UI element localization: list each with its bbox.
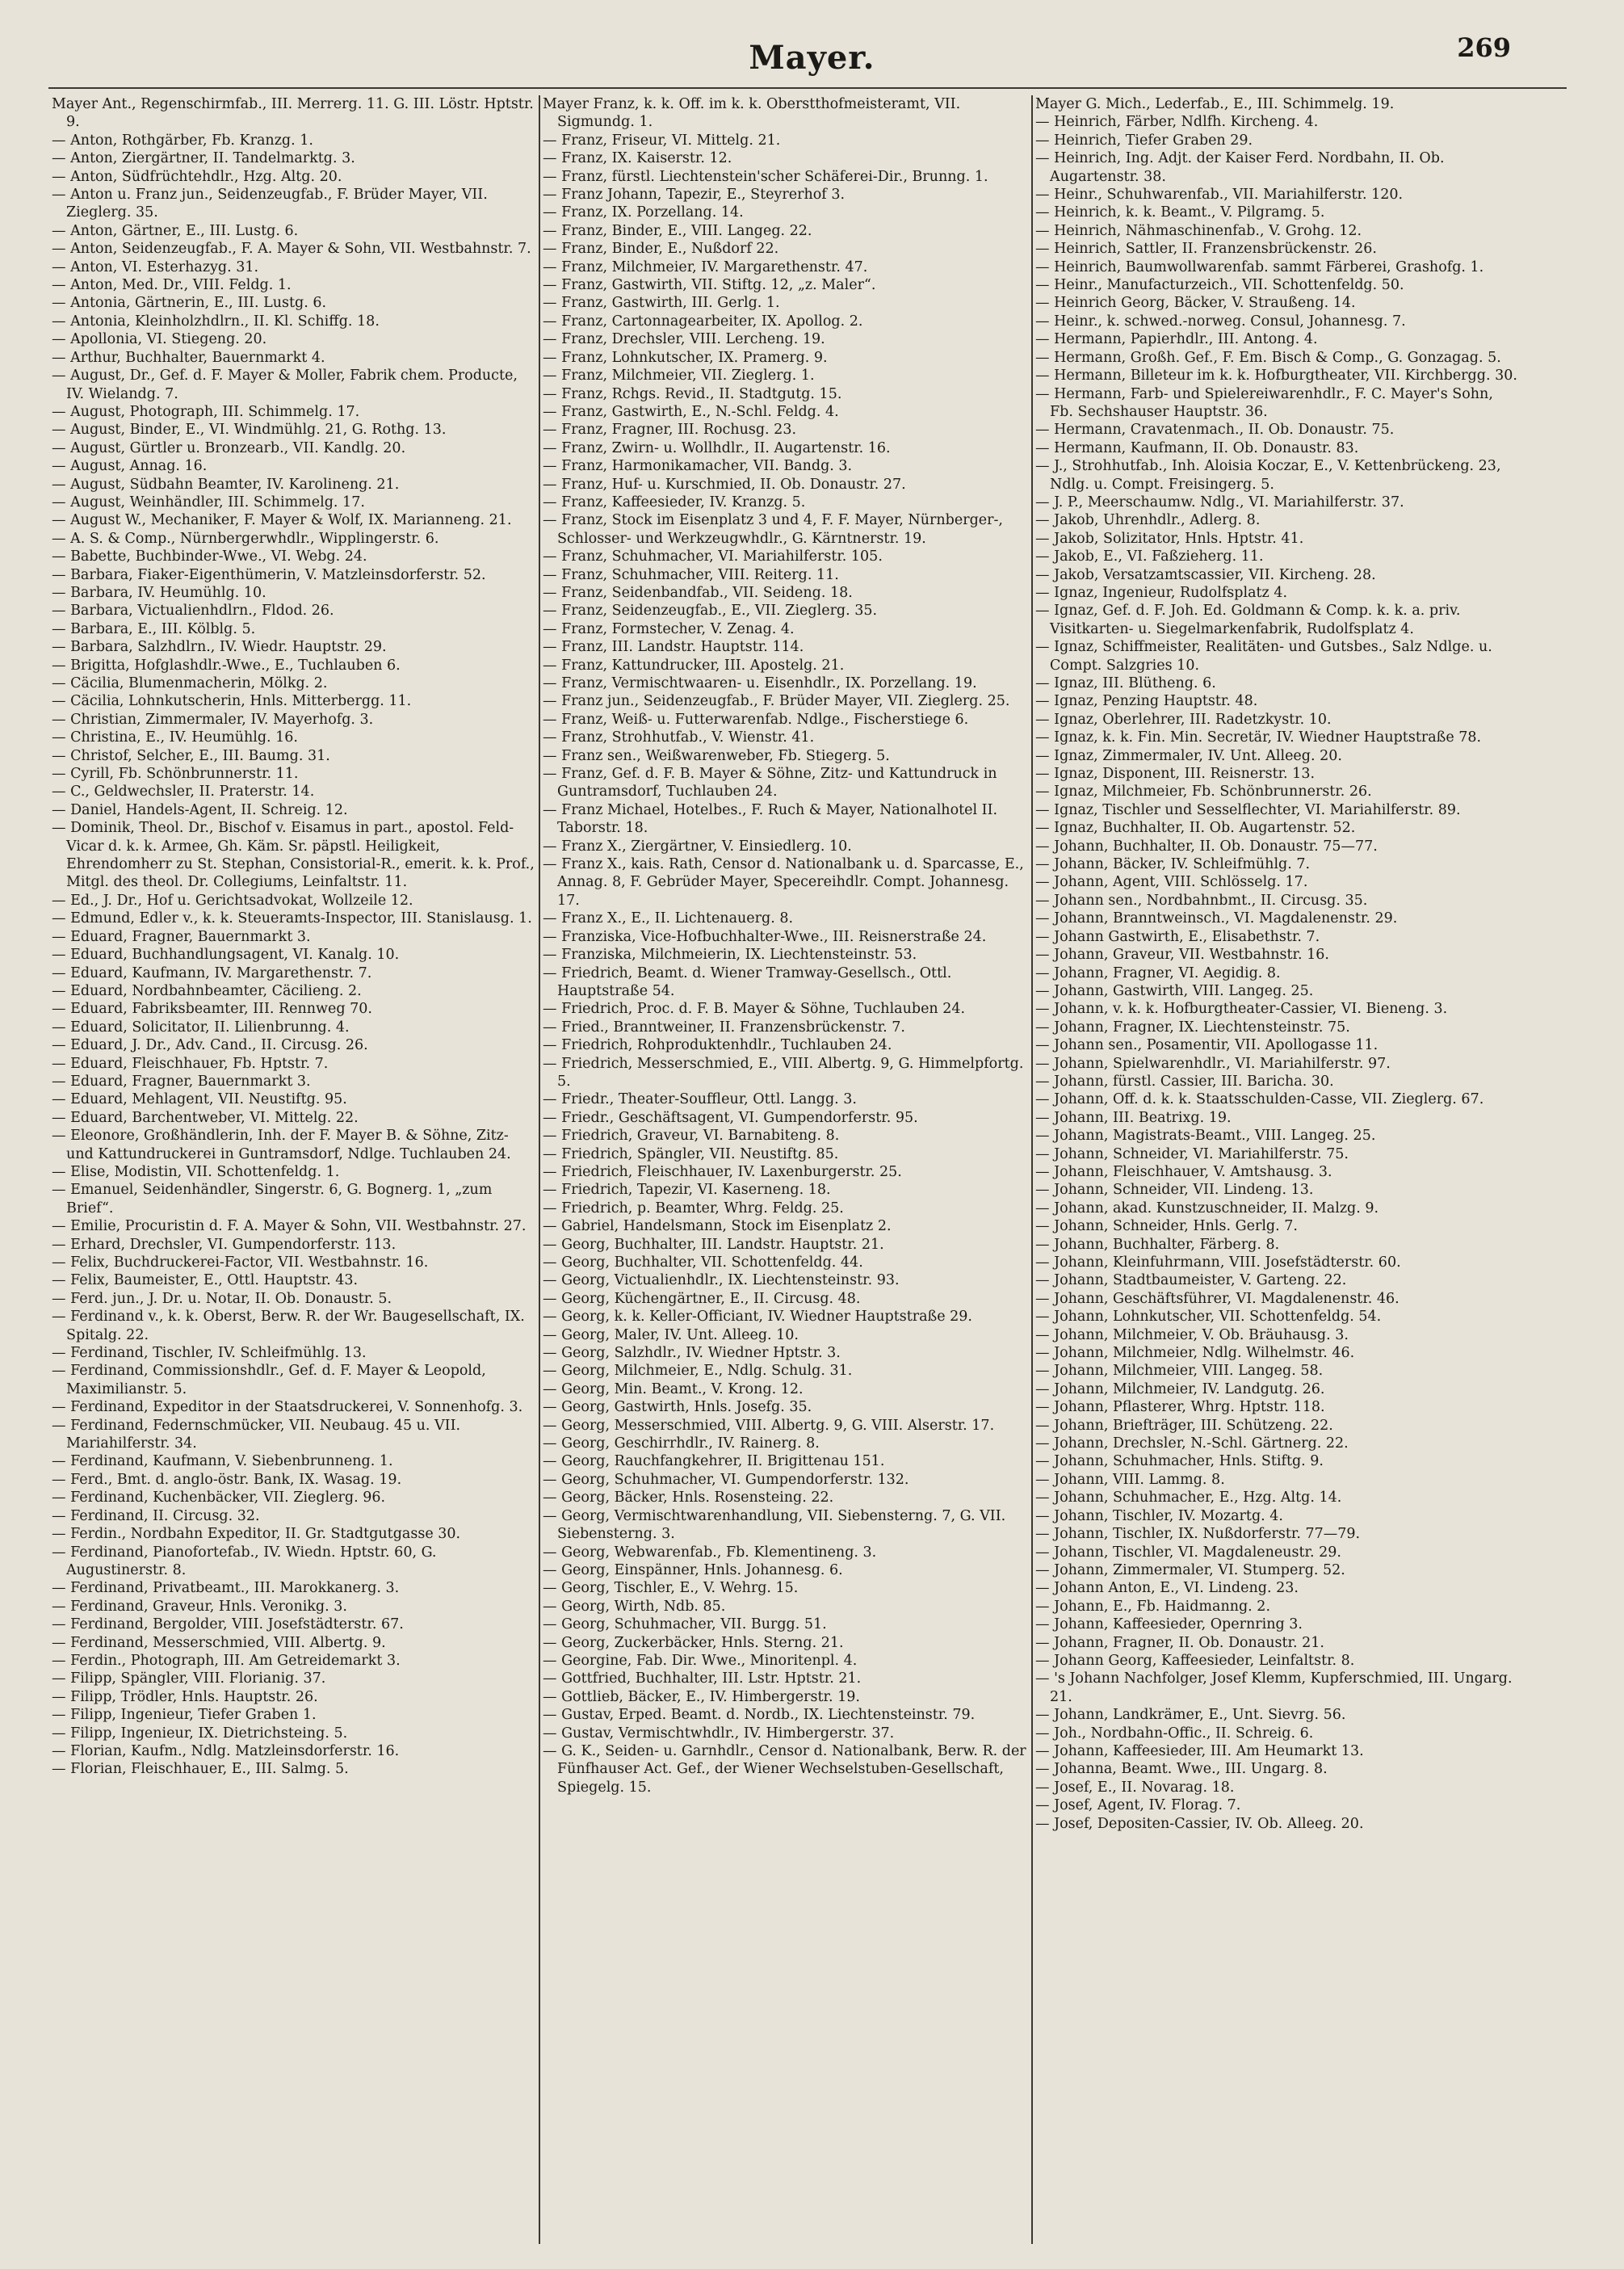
directory-entry: — Arthur, Buchhalter, Bauernmarkt 4.: [52, 349, 325, 366]
directory-entry: — Eduard, Fragner, Bauernmarkt 3.: [52, 928, 311, 945]
directory-entry: — Ignaz, Tischler und Sesselflechter, VI. Mariahilferstr. 89.: [1035, 801, 1461, 818]
directory-entry: — Ferdinand, Pianofortefab., IV. Wiedn. Hptstr. 60, G. Augustinerstr. 8.: [52, 1544, 437, 1578]
directory-entry: — Johann, Buchhalter, II. Ob. Donaustr. 75—77.: [1035, 838, 1378, 855]
directory-entry: — Franz, Gastwirth, E., N.-Schl. Feldg. 4.: [543, 403, 839, 420]
directory-entry: — Georg, Webwarenfab., Fb. Klementineng. 3.: [543, 1544, 877, 1561]
directory-entry: — Johann, III. Beatrixg. 19.: [1035, 1109, 1232, 1126]
directory-entry: — Georg, Tischler, E., V. Wehrg. 15.: [543, 1580, 799, 1597]
directory-entry: — Franz, Kaffeesieder, IV. Kranzg. 5.: [543, 494, 806, 511]
directory-entry: — Georg, Messerschmied, VIII. Albertg. 9, G. VIII. Alserstr. 17.: [543, 1417, 995, 1434]
directory-entry: — Franz, IX. Porzellang. 14.: [543, 204, 744, 221]
directory-entry: — Georg, Geschirrhdlr., IV. Rainerg. 8.: [543, 1435, 820, 1452]
directory-entry: — Anton, VI. Esterhazyg. 31.: [52, 258, 259, 275]
directory-entry: — Johann, Briefträger, III. Schützeng. 22.: [1035, 1417, 1333, 1434]
directory-entry: — Franz Michael, Hotelbes., F. Ruch & Mayer, Nationalhotel II. Taborstr. 18.: [543, 801, 998, 837]
directory-entry: — Franz, Milchmeier, IV. Margarethenstr. 47.: [543, 258, 868, 275]
directory-entry: — Barbara, IV. Heumühlg. 10.: [52, 584, 266, 601]
directory-entry: — Cäcilia, Blumenmacherin, Mölkg. 2.: [52, 675, 328, 691]
directory-entry: — Ferdinand, Commissionshdlr., Gef. d. F. Mayer & Leopold, Maximilianstr. 5.: [52, 1363, 486, 1397]
directory-entry: — Franz, fürstl. Liechtenstein'scher Schäferei-Dir., Brunng. 1.: [543, 168, 988, 185]
directory-entry: — Ferdinand, Tischler, IV. Schleifmühlg. 13.: [52, 1345, 367, 1362]
directory-entry: — Franz, Milchmeier, VII. Zieglerg. 1.: [543, 368, 815, 384]
directory-entry: — Johann, E., Fb. Haidmanng. 2.: [1035, 1598, 1271, 1615]
directory-entry: — Friedrich, Beamt. d. Wiener Tramway-Gesellsch., Ottl. Hauptstraße 54.: [543, 964, 952, 999]
page-header: [0, 24, 1624, 81]
column-divider: [539, 95, 540, 2244]
directory-entry: — Johann, Lohnkutscher, VII. Schottenfeldg. 54.: [1035, 1309, 1382, 1326]
directory-entry: — Johann, Landkrämer, E., Unt. Sievrg. 56.: [1035, 1707, 1346, 1724]
directory-entry: — Barbara, Victualienhdlrn., Fldod. 26.: [52, 603, 334, 620]
directory-entry: — Johann, Graveur, VII. Westbahnstr. 16.: [1035, 947, 1329, 964]
directory-entry: — Ferd. jun., J. Dr. u. Notar, II. Ob. Donaustr. 5.: [52, 1290, 392, 1307]
directory-entry: — Franz, Friseur, VI. Mittelg. 21.: [543, 132, 781, 149]
directory-entry: — Ignaz, Oberlehrer, III. Radetzkystr. 10.: [1035, 711, 1332, 728]
directory-entry: — Johann, Kleinfuhrmann, VIII. Josefstädterstr. 60.: [1035, 1254, 1401, 1271]
directory-entry: — Heinrich, Sattler, II. Franzensbrückenstr. 26.: [1035, 241, 1377, 258]
directory-entry: — Ignaz, Buchhalter, II. Ob. Augartenstr. 52.: [1035, 820, 1356, 837]
directory-entry: — Eduard, Nordbahnbeamter, Cäcilieng. 2.: [52, 982, 362, 999]
directory-entry: — Johann, Milchmeier, V. Ob. Bräuhausg. 3.: [1035, 1326, 1349, 1343]
directory-entry: — Franz, Schuhmacher, VI. Mariahilferstr. 105.: [543, 548, 883, 565]
directory-entry: — Franz, III. Landstr. Hauptstr. 114.: [543, 639, 804, 656]
directory-entry: — Johann, Gastwirth, VIII. Langeg. 25.: [1035, 982, 1314, 999]
directory-entry: — Georg, Schuhmacher, VII. Burgg. 51.: [543, 1616, 827, 1633]
directory-entry: — Johann, Buchhalter, Färberg. 8.: [1035, 1236, 1280, 1253]
directory-entry: — Felix, Buchdruckerei-Factor, VII. Westbahnstr. 16.: [52, 1254, 429, 1271]
directory-entry: — Hermann, Cravatenmach., II. Ob. Donaustr. 75.: [1035, 422, 1395, 439]
directory-entry: — 's Johann Nachfolger, Josef Klemm, Kupferschmied, III. Ungarg. 21.: [1035, 1670, 1513, 1705]
directory-entry: — Franziska, Milchmeierin, IX. Liechtensteinstr. 53.: [543, 947, 917, 964]
directory-entry: — Eduard, Solicitator, II. Lilienbrunng. 4.: [52, 1019, 350, 1036]
directory-entry: — Johann, Fragner, IX. Liechtensteinstr. 75.: [1035, 1019, 1350, 1036]
directory-entry: — Georg, k. k. Keller-Officiant, IV. Wiedner Hauptstraße 29.: [543, 1309, 972, 1326]
column-1: [52, 95, 536, 2244]
directory-entry: — Johann, Tischler, IX. Nußdorferstr. 77—79.: [1035, 1526, 1361, 1543]
directory-entry: — Apollonia, VI. Stiegeng. 20.: [52, 331, 267, 348]
directory-entry: — Jakob, Uhrenhdlr., Adlerg. 8.: [1035, 512, 1261, 529]
directory-entry: — Ignaz, Ingenieur, Rudolfsplatz 4.: [1035, 584, 1288, 601]
directory-entry: — Felix, Baumeister, E., Ottl. Hauptstr. 43.: [52, 1272, 359, 1289]
directory-entry: — Heinrich, Nähmaschinenfab., V. Grohg. 12.: [1035, 222, 1362, 239]
directory-entry: — Anton, Rothgärber, Fb. Kranzg. 1.: [52, 132, 313, 149]
directory-entry: — Franz X., Ziergärtner, V. Einsiedlerg. 10.: [543, 838, 852, 855]
directory-entry: — Ferd., Bmt. d. anglo-östr. Bank, IX. Wasag. 19.: [52, 1471, 402, 1488]
directory-entry: — August, Photograph, III. Schimmelg. 17.: [52, 403, 360, 420]
directory-entry: — J. P., Meerschaumw. Ndlg., VI. Mariahilferstr. 37.: [1035, 494, 1404, 511]
directory-entry: — Georg, Bäcker, Hnls. Rosensteing. 22.: [543, 1490, 834, 1506]
directory-entry: — Anton, Gärtner, E., III. Lustg. 6.: [52, 222, 299, 239]
directory-entry: — Georgine, Fab. Dir. Wwe., Minoritenpl. 4.: [543, 1652, 858, 1669]
directory-entry: — Johann, Schuhmacher, Hnls. Stiftg. 9.: [1035, 1453, 1324, 1470]
directory-entry: — Georg, Schuhmacher, VI. Gumpendorferstr. 132.: [543, 1471, 909, 1488]
directory-entry: — Jakob, Solizitator, Hnls. Hptstr. 41.: [1035, 530, 1304, 547]
directory-entry: — Johann, Magistrats-Beamt., VIII. Langeg. 25.: [1035, 1128, 1376, 1145]
directory-entry: — Ferdinand, Kaufmann, V. Siebenbrunneng. 1.: [52, 1453, 393, 1470]
directory-entry: — Johann, Pflasterer, Whrg. Hptstr. 118.: [1035, 1399, 1325, 1416]
directory-entry: — August, Weinhändler, III. Schimmelg. 17.: [52, 494, 365, 511]
directory-entry: — Heinrich, Tiefer Graben 29.: [1035, 132, 1253, 149]
directory-entry: — Johanna, Beamt. Wwe., III. Ungarg. 8.: [1035, 1761, 1328, 1778]
directory-entry: — Ferdinand, Bergolder, VIII. Josefstädterstr. 67.: [52, 1616, 404, 1633]
directory-entry: — Eduard, Buchhandlungsagent, VI. Kanalg. 10.: [52, 947, 400, 964]
directory-entry: — Friedrich, Fleischhauer, IV. Laxenburgerstr. 25.: [543, 1163, 902, 1180]
directory-entry: — Franz, IX. Kaiserstr. 12.: [543, 150, 732, 167]
directory-entry: — Johann, Agent, VIII. Schlösselg. 17.: [1035, 874, 1308, 891]
directory-entry: Mayer G. Mich., Lederfab., E., III. Schimmelg. 19.: [1035, 96, 1395, 112]
directory-entry: — Ignaz, Penzing Hauptstr. 48.: [1035, 693, 1258, 710]
directory-entry: — Johann, VIII. Lammg. 8.: [1035, 1471, 1225, 1488]
directory-entry: — Franz, Cartonnagearbeiter, IX. Apollog. 2.: [543, 313, 863, 330]
directory-entry: — Franz, Harmonikamacher, VII. Bandg. 3.: [543, 458, 853, 475]
directory-entry: — Johann, Zimmermaler, VI. Stumperg. 52.: [1035, 1561, 1345, 1578]
directory-entry: — Josef, Agent, IV. Florag. 7.: [1035, 1797, 1241, 1814]
directory-entry: — Johann, Tischler, IV. Mozartg. 4.: [1035, 1507, 1283, 1524]
directory-entry: — Johann, Fleischhauer, V. Amtshausg. 3.: [1035, 1163, 1332, 1180]
directory-entry: — Johann, Schneider, Hnls. Gerlg. 7.: [1035, 1218, 1298, 1235]
directory-entry: — Anton, Ziergärtner, II. Tandelmarktg. 3.: [52, 150, 355, 167]
directory-entry: — Eleonore, Großhändlerin, Inh. der F. Mayer B. & Söhne, Zitz- und Kattundruckerei in Guntramsdorf, Ndlge. Tuchlauben 24.: [52, 1128, 511, 1162]
directory-entry: — Hermann, Papierhdlr., III. Antong. 4.: [1035, 331, 1318, 348]
directory-entry: — Georg, Salzhdlr., IV. Wiedner Hptstr. 3.: [543, 1345, 841, 1362]
directory-entry: — Franz, Formstecher, V. Zenag. 4.: [543, 620, 795, 637]
directory-entry: — Joh., Nordbahn-Offic., II. Schreig. 6.: [1035, 1725, 1314, 1742]
directory-entry: — Georg, Buchhalter, III. Landstr. Hauptstr. 21.: [543, 1236, 884, 1253]
directory-entry: — Johann, Fragner, II. Ob. Donaustr. 21.: [1035, 1634, 1324, 1651]
directory-entry: — Johann, Milchmeier, Ndlg. Wilhelmstr. 46.: [1035, 1345, 1355, 1362]
directory-entry: — Eduard, Kaufmann, IV. Margarethenstr. 7.: [52, 964, 372, 981]
directory-entry: — Johann, Bäcker, IV. Schleifmühlg. 7.: [1035, 856, 1311, 873]
directory-entry: — Emilie, Procuristin d. F. A. Mayer & Sohn, VII. Westbahnstr. 27.: [52, 1218, 527, 1235]
directory-entry: — Emanuel, Seidenhändler, Singerstr. 6, G. Bognerg. 1, „zum Brief“.: [52, 1182, 493, 1216]
directory-entry: — Franz, Vermischtwaaren- u. Eisenhdlr., IX. Porzellang. 19.: [543, 675, 977, 691]
directory-entry: — Friedrich, Proc. d. F. B. Mayer & Söhne, Tuchlauben 24.: [543, 1001, 966, 1018]
directory-entry: — Friedrich, p. Beamter, Whrg. Feldg. 25.: [543, 1200, 844, 1216]
directory-entry: — Josef, E., II. Novarag. 18.: [1035, 1779, 1235, 1796]
directory-entry: — Heinrich, k. k. Beamt., V. Pilgramg. 5.: [1035, 204, 1325, 221]
directory-entry: — August, Dr., Gef. d. F. Mayer & Moller, Fabrik chem. Producte, IV. Wielandg. 7.: [52, 368, 518, 402]
directory-entry: — August, Südbahn Beamter, IV. Karolineng. 21.: [52, 476, 400, 493]
directory-entry: — Franz, Huf- u. Kurschmied, II. Ob. Donaustr. 27.: [543, 476, 906, 493]
directory-entry: — Heinr., Manufacturzeich., VII. Schottenfeldg. 50.: [1035, 277, 1404, 294]
directory-entry: — Fried., Branntweiner, II. Franzensbrückenstr. 7.: [543, 1019, 905, 1036]
directory-entry: — Georg, Gastwirth, Hnls. Josefg. 35.: [543, 1399, 812, 1416]
directory-entry: — Gustav, Vermischtwhdlr., IV. Himbergerstr. 37.: [543, 1725, 895, 1742]
directory-entry: — Ferdinand, Privatbeamt., III. Marokkanerg. 3.: [52, 1580, 400, 1597]
directory-entry: — Johann, Kaffeesieder, III. Am Heumarkt 13.: [1035, 1742, 1364, 1759]
directory-entry: — August, Annag. 16.: [52, 458, 208, 475]
directory-entry: — Johann Gastwirth, E., Elisabethstr. 7.: [1035, 928, 1320, 945]
directory-entry: — Franz, Gastwirth, VII. Stiftg. 12, „z. Maler“.: [543, 277, 876, 294]
directory-entry: — Franz, Zwirn- u. Wollhdlr., II. Augartenstr. 16.: [543, 439, 891, 456]
directory-entry: — Johann sen., Nordbahnbmt., II. Circusg. 35.: [1035, 892, 1368, 909]
directory-entry: — Johann, Stadtbaumeister, V. Garteng. 22.: [1035, 1272, 1347, 1289]
directory-entry: — Georg, Victualienhdlr., IX. Liechtensteinstr. 93.: [543, 1272, 900, 1289]
directory-entry: — Franz, Drechsler, VIII. Lercheng. 19.: [543, 331, 825, 348]
directory-entry: — Josef, Depositen-Cassier, IV. Ob. Alleeg. 20.: [1035, 1815, 1364, 1832]
directory-entry: — Johann sen., Posamentir, VII. Apollogasse 11.: [1035, 1037, 1379, 1054]
directory-entry: — Ignaz, Disponent, III. Reisnerstr. 13.: [1035, 766, 1316, 783]
directory-entry: — Johann, Schneider, VI. Mariahilferstr. 75.: [1035, 1145, 1349, 1162]
page-title: Mayer.: [749, 39, 875, 77]
directory-entry: — Heinrich Georg, Bäcker, V. Straußeng. 14.: [1035, 295, 1356, 312]
directory-entry: — Filipp, Trödler, Hnls. Hauptstr. 26.: [52, 1688, 318, 1705]
directory-entry: — Anton, Südfrüchtehdlr., Hzg. Altg. 20.: [52, 168, 342, 185]
directory-entry: — Barbara, Fiaker-Eigenthümerin, V. Matzleinsdorferstr. 52.: [52, 566, 486, 583]
directory-entry: — Franziska, Vice-Hofbuchhalter-Wwe., III. Reisnerstraße 24.: [543, 928, 987, 945]
directory-entry: — Georg, Einspänner, Hnls. Johannesg. 6.: [543, 1561, 843, 1578]
directory-entry: — Franz, Seidenbandfab., VII. Seideng. 18.: [543, 584, 853, 601]
directory-entry: — Ignaz, III. Blütheng. 6.: [1035, 675, 1216, 691]
directory-entry: — Hermann, Farb- und Spielereiwarenhdlr., F. C. Mayer's Sohn, Fb. Sechshauser Hauptstr. 36.: [1035, 385, 1493, 420]
directory-entry: — Johann, akad. Kunstzuschneider, II. Malzg. 9.: [1035, 1200, 1379, 1216]
directory-entry: — Franz, Rchgs. Revid., II. Stadtgutg. 15.: [543, 385, 842, 402]
directory-entry: — August, Gürtler u. Bronzearb., VII. Kandlg. 20.: [52, 439, 406, 456]
directory-entry: — Friedrich, Tapezir, VI. Kaserneng. 18.: [543, 1182, 831, 1199]
directory-entry: — Daniel, Handels-Agent, II. Schreig. 12.: [52, 801, 348, 818]
directory-entry: — Johann, Kaffeesieder, Opernring 3.: [1035, 1616, 1303, 1633]
directory-entry: — Franz Johann, Tapezir, E., Steyrerhof 3.: [543, 187, 846, 204]
directory-entry: — Florian, Fleischhauer, E., III. Salmg. 5.: [52, 1761, 349, 1778]
directory-entry: — Georg, Min. Beamt., V. Krong. 12.: [543, 1380, 804, 1397]
directory-entry: — Heinr., Schuhwarenfab., VII. Mariahilferstr. 120.: [1035, 187, 1404, 204]
directory-entry: — Georg, Vermischtwarenhandlung, VII. Siebensterng. 7, G. VII. Siebensterng. 3.: [543, 1507, 1006, 1543]
directory-entry: — August W., Mechaniker, F. Mayer & Wolf, IX. Marianneng. 21.: [52, 512, 512, 529]
directory-entry: — Georg, Wirth, Ndb. 85.: [543, 1598, 726, 1615]
directory-entry: — Franz jun., Seidenzeugfab., F. Brüder Mayer, VII. Zieglerg. 25.: [543, 693, 1010, 710]
directory-entry: — Franz sen., Weißwarenweber, Fb. Stiegerg. 5.: [543, 747, 890, 764]
directory-entry: — Ferdin., Photograph, III. Am Getreidemarkt 3.: [52, 1652, 401, 1669]
directory-entry: — Ferdinand v., k. k. Oberst, Berw. R. der Wr. Baugesellschaft, IX. Spitalg. 22.: [52, 1309, 525, 1343]
directory-entry: — Franz X., kais. Rath, Censor d. Nationalbank u. d. Sparcasse, E., Annag. 8, F. Gebrüder Mayer, Specereihdlr. Compt. Johannesg. 17.: [543, 856, 1024, 909]
directory-entry: — Jakob, Versatzamtscassier, VII. Kircheng. 28.: [1035, 566, 1376, 583]
directory-entry: — Friedrich, Spängler, VII. Neustiftg. 85.: [543, 1145, 839, 1162]
directory-entry: — Georg, Zuckerbäcker, Hnls. Sterng. 21.: [543, 1634, 844, 1651]
directory-entry: — Elise, Modistin, VII. Schottenfeldg. 1.: [52, 1163, 340, 1180]
directory-entry: — Christina, E., IV. Heumühlg. 16.: [52, 729, 298, 746]
directory-entry: — G. K., Seiden- u. Garnhdlr., Censor d. Nationalbank, Berw. R. der Fünfhauser Act. Gef., der Wiener Wechselstuben-Gesellschaft, Spiegelg. 15.: [543, 1742, 1026, 1796]
directory-entry: — Friedrich, Messerschmied, E., VIII. Albertg. 9, G. Himmelpfortg. 5.: [543, 1055, 1024, 1090]
directory-entry: — Franz, Kattundrucker, III. Apostelg. 21.: [543, 657, 845, 674]
directory-entry: — A. S. & Comp., Nürnbergerwhdlr., Wipplingerstr. 6.: [52, 530, 439, 547]
directory-entry: — Ignaz, Schiffmeister, Realitäten- und Gutsbes., Salz Ndlge. u. Compt. Salzgries 10.: [1035, 639, 1492, 674]
directory-entry: — Franz, Lohnkutscher, IX. Pramerg. 9.: [543, 349, 828, 366]
directory-entry: — Ignaz, Milchmeier, Fb. Schönbrunnerstr. 26.: [1035, 784, 1372, 800]
directory-entry: — Eduard, Fragner, Bauernmarkt 3.: [52, 1073, 311, 1090]
directory-entry: — Franz, Gef. d. F. B. Mayer & Söhne, Zitz- und Kattundruck in Guntramsdorf, Tuchlauben 24.: [543, 766, 997, 800]
directory-entry: — Edmund, Edler v., k. k. Steueramts-Inspector, III. Stanislausg. 1.: [52, 910, 532, 927]
directory-entry: — Jakob, E., VI. Faßzieherg. 11.: [1035, 548, 1264, 565]
directory-entry: — Ignaz, Zimmermaler, IV. Unt. Alleeg. 20.: [1035, 747, 1342, 764]
directory-entry: — Georg, Buchhalter, VII. Schottenfeldg. 44.: [543, 1254, 863, 1271]
directory-entry: — Friedrich, Rohproduktenhdlr., Tuchlauben 24.: [543, 1037, 892, 1054]
directory-entry: — Johann, fürstl. Cassier, III. Baricha. 30.: [1035, 1073, 1334, 1090]
directory-entry: — Franz, Gastwirth, III. Gerlg. 1.: [543, 295, 780, 312]
directory-entry: — Ignaz, k. k. Fin. Min. Secretär, IV. Wiedner Hauptstraße 78.: [1035, 729, 1482, 746]
directory-entry: — Eduard, Barchentweber, VI. Mittelg. 22.: [52, 1109, 359, 1126]
directory-entry: — Hermann, Kaufmann, II. Ob. Donaustr. 83.: [1035, 439, 1359, 456]
directory-entry: — Eduard, J. Dr., Adv. Cand., II. Circusg. 26.: [52, 1037, 368, 1054]
directory-entry: — Gottlieb, Bäcker, E., IV. Himbergerstr. 19.: [543, 1688, 860, 1705]
directory-entry: — Heinrich, Baumwollwarenfab. sammt Färberei, Grashofg. 1.: [1035, 258, 1484, 275]
directory-entry: Mayer Ant., Regenschirmfab., III. Merrerg. 11. G. III. Löstr. Hptstr. 9.: [52, 96, 534, 131]
directory-entry: — Cyrill, Fb. Schönbrunnerstr. 11.: [52, 766, 299, 783]
directory-entry: — Ferdinand, Kuchenbäcker, VII. Zieglerg. 96.: [52, 1490, 386, 1506]
directory-entry: — Dominik, Theol. Dr., Bischof v. Eisamus in part., apostol. Feld-Vicar d. k. k. Armee, Gh. Käm. Sr. päpstl. Heiligkeit, Ehrendomherr zu St. Stephan, Consistorial-R., emerit. k. k. Prof., Mitgl. des theol. Dr. Collegiums, Leinfaltstr. 11.: [52, 820, 535, 891]
directory-entry: — Brigitta, Hofglashdlr.-Wwe., E., Tuchlauben 6.: [52, 657, 401, 674]
directory-entry: — Johann, Schneider, VII. Lindeng. 13.: [1035, 1182, 1314, 1199]
directory-entry: — Ferdinand, II. Circusg. 32.: [52, 1507, 260, 1524]
directory-entry: — Anton, Med. Dr., VIII. Feldg. 1.: [52, 277, 292, 294]
column-divider: [1031, 95, 1033, 2244]
directory-entry: — Ed., J. Dr., Hof u. Gerichtsadvokat, Wollzeile 12.: [52, 892, 413, 909]
directory-entry: — Barbara, Salzhdlrn., IV. Wiedr. Hauptstr. 29.: [52, 639, 387, 656]
directory-entry: — Ferdinand, Expeditor in der Staatsdruckerei, V. Sonnenhofg. 3.: [52, 1399, 523, 1416]
directory-entry: — Franz, Schuhmacher, VIII. Reiterg. 11.: [543, 566, 839, 583]
directory-entry: — Johann, Milchmeier, VIII. Langeg. 58.: [1035, 1363, 1324, 1380]
directory-entry: — Johann, Schuhmacher, E., Hzg. Altg. 14.: [1035, 1490, 1342, 1506]
directory-entry: — Georg, Rauchfangkehrer, II. Brigittenau 151.: [543, 1453, 885, 1470]
directory-entry: — J., Strohhutfab., Inh. Aloisia Koczar, E., V. Kettenbrückeng. 23, Ndlg. u. Compt. Freisingerg. 5.: [1035, 458, 1501, 493]
directory-entry: — Johann, Spielwarenhdlr., VI. Mariahilferstr. 97.: [1035, 1055, 1391, 1072]
directory-entry: — Friedrich, Graveur, VI. Barnabiteng. 8.: [543, 1128, 840, 1145]
directory-entry: — Erhard, Drechsler, VI. Gumpendorferstr. 113.: [52, 1236, 397, 1253]
directory-entry: — Johann, Drechsler, N.-Schl. Gärtnerg. 22.: [1035, 1435, 1349, 1452]
column-2: [543, 95, 1027, 2244]
directory-entry: — Johann, Milchmeier, IV. Landgutg. 26.: [1035, 1380, 1325, 1397]
directory-entry: — Johann, Fragner, VI. Aegidig. 8.: [1035, 964, 1281, 981]
directory-entry: — Franz, Binder, E., VIII. Langeg. 22.: [543, 222, 812, 239]
header-rule: [48, 87, 1567, 89]
directory-entry: — Ferdinand, Messerschmied, VIII. Albertg. 9.: [52, 1634, 386, 1651]
directory-entry: — Babette, Buchbinder-Wwe., VI. Webg. 24.: [52, 548, 367, 565]
page-number: 269: [1457, 32, 1511, 63]
directory-entry: — Eduard, Mehlagent, VII. Neustiftg. 95.: [52, 1091, 347, 1108]
directory-entry: — Eduard, Fleischhauer, Fb. Hptstr. 7.: [52, 1055, 329, 1072]
directory-entry: — Christof, Selcher, E., III. Baumg. 31.: [52, 747, 330, 764]
directory-entry: — Eduard, Fabriksbeamter, III. Rennweg 70.: [52, 1001, 372, 1018]
directory-entry: — Gustav, Erped. Beamt. d. Nordb., IX. Liechtensteinstr. 79.: [543, 1707, 976, 1724]
directory-entry: — August, Binder, E., VI. Windmühlg. 21, G. Rothg. 13.: [52, 422, 447, 439]
directory-entry: — Florian, Kaufm., Ndlg. Matzleinsdorferstr. 16.: [52, 1742, 400, 1759]
directory-entry: — Franz, Strohhutfab., V. Wienstr. 41.: [543, 729, 815, 746]
directory-entry: — Barbara, E., III. Kölblg. 5.: [52, 620, 256, 637]
directory-entry: — Johann, Branntweinsch., VI. Magdalenenstr. 29.: [1035, 910, 1398, 927]
directory-entry: — Franz, Binder, E., Nußdorf 22.: [543, 241, 779, 258]
directory-entry: — Johann Georg, Kaffeesieder, Leinfaltstr. 8.: [1035, 1652, 1355, 1669]
directory-entry: — Friedr., Geschäftsagent, VI. Gumpendorferstr. 95.: [543, 1109, 918, 1126]
directory-entry: — Hermann, Billeteur im k. k. Hofburgtheater, VII. Kirchbergg. 30.: [1035, 368, 1517, 384]
directory-entry: — Franz, Stock im Eisenplatz 3 und 4, F. F. Mayer, Nürnberger-, Schlosser- und Werkzeugwhdlr., G. Kärntnerstr. 19.: [543, 512, 1003, 547]
directory-entry: — Cäcilia, Lohnkutscherin, Hnls. Mitterbergg. 11.: [52, 693, 412, 710]
directory-entry: — Ferdinand, Federnschmücker, VII. Neubaug. 45 u. VII. Mariahilferstr. 34.: [52, 1417, 461, 1452]
directory-entry: Mayer Franz, k. k. Off. im k. k. Oberstthofmeisteramt, VII. Sigmundg. 1.: [543, 96, 961, 131]
directory-entry: — Hermann, Großh. Gef., F. Em. Bisch & Comp., G. Gonzagag. 5.: [1035, 349, 1501, 366]
column-3: [1035, 95, 1520, 2244]
directory-entry: — Franz X., E., II. Lichtenauerg. 8.: [543, 910, 794, 927]
directory-entry: — Anton u. Franz jun., Seidenzeugfab., F. Brüder Mayer, VII. Zieglerg. 35.: [52, 187, 488, 221]
directory-entry: — Johann, v. k. k. Hofburgtheater-Cassier, VI. Bieneng. 3.: [1035, 1001, 1448, 1018]
directory-entry: — Johann, Geschäftsführer, VI. Magdalenenstr. 46.: [1035, 1290, 1399, 1307]
directory-entry: — Johann Anton, E., VI. Lindeng. 23.: [1035, 1580, 1299, 1597]
directory-entry: — Gottfried, Buchhalter, III. Lstr. Hptstr. 21.: [543, 1670, 862, 1687]
directory-entry: — Georg, Küchengärtner, E., II. Circusg. 48.: [543, 1290, 861, 1307]
directory-entry: — Georg, Milchmeier, E., Ndlg. Schulg. 31.: [543, 1363, 853, 1380]
directory-entry: — Franz, Seidenzeugfab., E., VII. Zieglerg. 35.: [543, 603, 878, 620]
directory-entry: — Antonia, Gärtnerin, E., III. Lustg. 6.: [52, 295, 327, 312]
directory-entry: — Georg, Maler, IV. Unt. Alleeg. 10.: [543, 1326, 799, 1343]
directory-entry: — Antonia, Kleinholzhdlrn., II. Kl. Schiffg. 18.: [52, 313, 380, 330]
directory-entry: — Filipp, Spängler, VIII. Florianig. 37.: [52, 1670, 326, 1687]
directory-entry: — Franz, Weiß- u. Futterwarenfab. Ndlge., Fischerstiege 6.: [543, 711, 969, 728]
directory-entry: — Ignaz, Gef. d. F. Joh. Ed. Goldmann & Comp. k. k. a. priv. Visitkarten- u. Siegelmarkenfabrik, Rudolfsplatz 4.: [1035, 603, 1461, 637]
directory-entry: — C., Geldwechsler, II. Praterstr. 14.: [52, 784, 315, 800]
directory-entry: — Gabriel, Handelsmann, Stock im Eisenplatz 2.: [543, 1218, 892, 1235]
directory-entry: — Filipp, Ingenieur, IX. Dietrichsteing. 5.: [52, 1725, 348, 1742]
directory-entry: — Johann, Tischler, VI. Magdaleneustr. 29.: [1035, 1544, 1341, 1561]
directory-entry: — Johann, Off. d. k. k. Staatsschulden-Casse, VII. Zieglerg. 67.: [1035, 1091, 1484, 1108]
directory-entry: — Anton, Seidenzeugfab., F. A. Mayer & Sohn, VII. Westbahnstr. 7.: [52, 241, 531, 258]
directory-entry: — Friedr., Theater-Souffleur, Ottl. Langg. 3.: [543, 1091, 857, 1108]
directory-entry: — Franz, Fragner, III. Rochusg. 23.: [543, 422, 797, 439]
directory-entry: — Heinr., k. schwed.-norweg. Consul, Johannesg. 7.: [1035, 313, 1406, 330]
directory-entry: — Heinrich, Färber, Ndlfh. Kircheng. 4.: [1035, 114, 1319, 131]
directory-entry: — Filipp, Ingenieur, Tiefer Graben 1.: [52, 1707, 317, 1724]
directory-entry: — Heinrich, Ing. Adjt. der Kaiser Ferd. Nordbahn, II. Ob. Augartenstr. 38.: [1035, 150, 1445, 185]
directory-entry: — Christian, Zimmermaler, IV. Mayerhofg. 3.: [52, 711, 374, 728]
directory-entry: — Ferdinand, Graveur, Hnls. Veronikg. 3.: [52, 1598, 347, 1615]
directory-entry: — Ferdin., Nordbahn Expeditor, II. Gr. Stadtgutgasse 30.: [52, 1526, 461, 1543]
